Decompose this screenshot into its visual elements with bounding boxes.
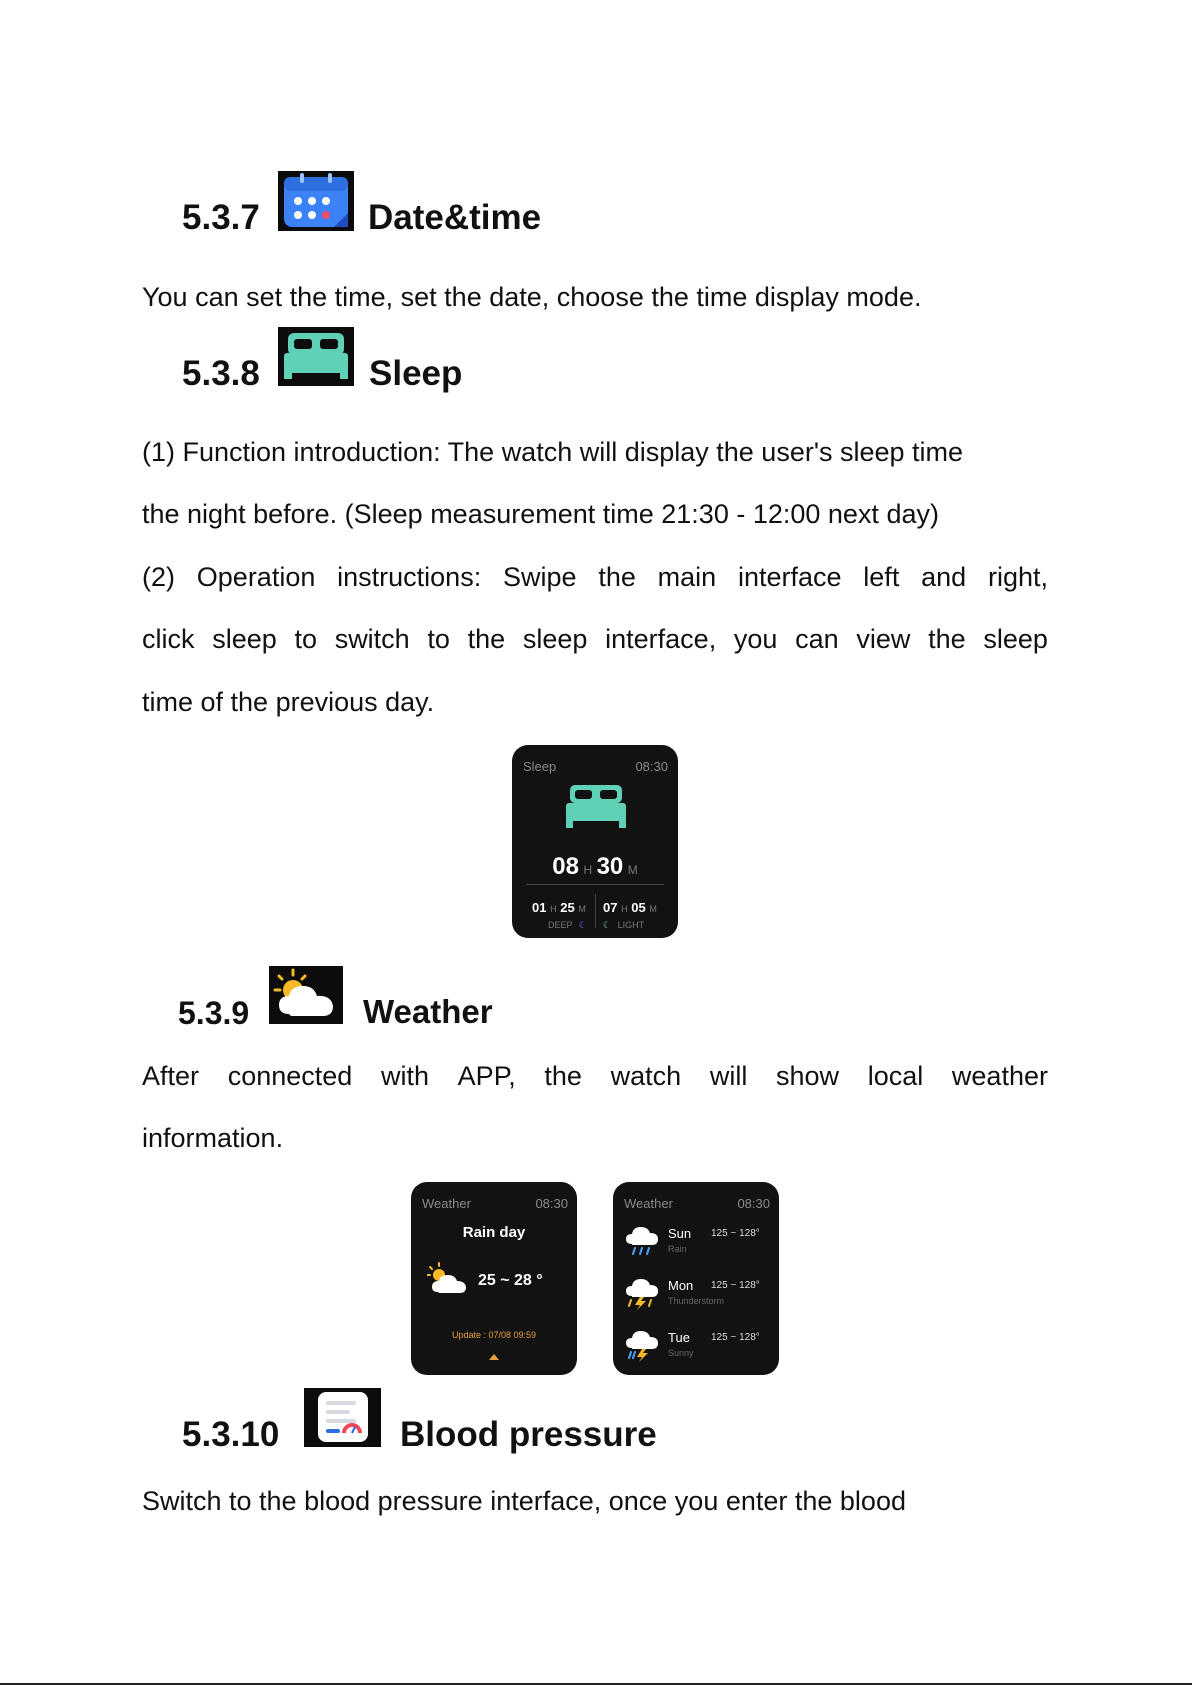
forecast-day: Tue bbox=[668, 1330, 690, 1345]
sleep-paragraph-line-2: the night before. (Sleep measurement time 21:30 - 12:00 next day) bbox=[142, 499, 939, 529]
word: After bbox=[142, 1061, 200, 1091]
section-number-5-3-7: 5.3.7 bbox=[182, 198, 260, 237]
forecast-day: Mon bbox=[668, 1278, 694, 1293]
forecast-row bbox=[623, 1326, 773, 1366]
forecast-desc: Thunderstorm bbox=[668, 1296, 725, 1306]
word: you bbox=[733, 624, 778, 654]
sleep-paragraph-line-5: time of the previous day. bbox=[142, 687, 435, 717]
bed-icon bbox=[278, 327, 354, 386]
light-label bbox=[603, 920, 644, 931]
hours-unit: H bbox=[583, 863, 593, 877]
word: to bbox=[294, 624, 317, 654]
word: switch bbox=[334, 624, 410, 654]
word: can bbox=[795, 624, 839, 654]
forecast-row bbox=[623, 1274, 773, 1314]
word: and bbox=[921, 562, 967, 592]
weather-watch-screen-today bbox=[411, 1182, 577, 1375]
word: weather bbox=[951, 1061, 1048, 1091]
sleep-minutes: 30 bbox=[596, 853, 624, 880]
rain-cloud-icon bbox=[623, 1224, 661, 1263]
sleep-paragraph-line-4 bbox=[142, 626, 1048, 653]
weather-watch-screen-forecast bbox=[613, 1182, 779, 1375]
word: with bbox=[380, 1061, 429, 1091]
light-sleep-time bbox=[603, 900, 657, 915]
weather-paragraph-line-1 bbox=[142, 1063, 1048, 1090]
blood-pressure-icon bbox=[304, 1388, 381, 1447]
divider-vertical bbox=[595, 894, 596, 928]
word: click bbox=[142, 624, 195, 654]
deep-hours: 01 bbox=[532, 900, 547, 915]
sleep-paragraph-line-1: (1) Function introduction: The watch will display the user's sleep time bbox=[142, 437, 964, 467]
word: show bbox=[776, 1061, 840, 1091]
word: watch bbox=[610, 1061, 682, 1091]
word: left bbox=[863, 562, 900, 592]
watch-title: Sleep bbox=[523, 759, 557, 774]
sleep-watch-screen bbox=[512, 745, 678, 938]
word: instructions: bbox=[337, 562, 482, 592]
blood-pressure-paragraph: Switch to the blood pressure interface, once you enter the blood bbox=[142, 1486, 906, 1516]
light-hours: 07 bbox=[603, 900, 618, 915]
section-title-datetime: Date&time bbox=[368, 198, 542, 237]
light-h-unit: H bbox=[621, 904, 628, 914]
word: the bbox=[928, 624, 966, 654]
word: the bbox=[598, 562, 636, 592]
deep-label bbox=[548, 920, 587, 931]
minutes-unit: M bbox=[627, 863, 638, 877]
word: interface bbox=[737, 562, 842, 592]
word: connected bbox=[227, 1061, 353, 1091]
light-m-unit: M bbox=[649, 904, 657, 914]
section-title-blood-pressure: Blood pressure bbox=[400, 1415, 657, 1454]
deep-label-text: DEEP bbox=[548, 920, 573, 930]
word: the bbox=[467, 624, 506, 654]
deep-m-unit: M bbox=[578, 904, 586, 914]
datetime-paragraph: You can set the time, set the date, choose the time display mode. bbox=[142, 282, 922, 312]
light-label-text: LIGHT bbox=[617, 920, 645, 930]
word: right, bbox=[987, 562, 1048, 592]
divider bbox=[526, 884, 664, 885]
moon-icon: ☾ bbox=[578, 920, 587, 930]
word: view bbox=[856, 624, 911, 654]
word: (2) bbox=[142, 562, 175, 592]
weather-paragraph-line-2: information. bbox=[142, 1123, 284, 1153]
sleep-paragraph-line-3 bbox=[142, 564, 1048, 591]
section-title-sleep: Sleep bbox=[369, 354, 463, 393]
watch-title: Weather bbox=[422, 1196, 471, 1211]
sleep-total bbox=[512, 853, 678, 881]
section-number-5-3-8: 5.3.8 bbox=[182, 354, 260, 393]
watch-time: 08:30 bbox=[635, 759, 668, 774]
word: sleep bbox=[212, 624, 277, 654]
forecast-range: 125 ~ 128° bbox=[711, 1332, 760, 1343]
deep-h-unit: H bbox=[550, 904, 557, 914]
storm-cloud-icon bbox=[623, 1328, 661, 1367]
word: Swipe bbox=[502, 562, 577, 592]
light-minutes: 05 bbox=[631, 900, 646, 915]
moon-icon: ☾ bbox=[603, 920, 612, 930]
sun-cloud-icon bbox=[427, 1262, 469, 1301]
watch-title: Weather bbox=[624, 1196, 673, 1211]
deep-minutes: 25 bbox=[560, 900, 575, 915]
update-time: Update : 07/08 09:59 bbox=[451, 1330, 537, 1340]
word: sleep bbox=[522, 624, 588, 654]
weather-condition: Rain day bbox=[462, 1224, 526, 1241]
word: sleep bbox=[983, 624, 1048, 654]
forecast-range: 125 ~ 128° bbox=[711, 1280, 760, 1291]
forecast-day: Sun bbox=[668, 1226, 692, 1241]
watch-time: 08:30 bbox=[535, 1196, 568, 1211]
up-arrow-icon bbox=[489, 1354, 499, 1360]
word: the bbox=[544, 1061, 582, 1091]
forecast-desc: Rain bbox=[668, 1244, 687, 1254]
bed-icon bbox=[564, 785, 628, 834]
word: APP, bbox=[457, 1061, 516, 1091]
temperature-range: 25 ~ 28 ° bbox=[478, 1272, 543, 1289]
word: to bbox=[427, 624, 450, 654]
word: local bbox=[867, 1061, 924, 1091]
sleep-hours: 08 bbox=[552, 853, 579, 880]
weather-icon bbox=[269, 966, 343, 1024]
word: interface, bbox=[605, 624, 717, 654]
section-title-weather: Weather bbox=[363, 993, 493, 1030]
thunderstorm-icon bbox=[623, 1276, 661, 1315]
word: will bbox=[709, 1061, 748, 1091]
forecast-row bbox=[623, 1222, 773, 1262]
calendar-icon bbox=[278, 171, 354, 231]
section-number-5-3-10: 5.3.10 bbox=[182, 1415, 280, 1454]
word: main bbox=[657, 562, 717, 592]
deep-sleep-time bbox=[532, 900, 586, 915]
forecast-range: 125 ~ 128° bbox=[711, 1228, 760, 1239]
watch-time: 08:30 bbox=[737, 1196, 770, 1211]
section-number-5-3-9: 5.3.9 bbox=[178, 995, 250, 1031]
forecast-desc: Sunny bbox=[668, 1348, 694, 1358]
word: Operation bbox=[196, 562, 316, 592]
